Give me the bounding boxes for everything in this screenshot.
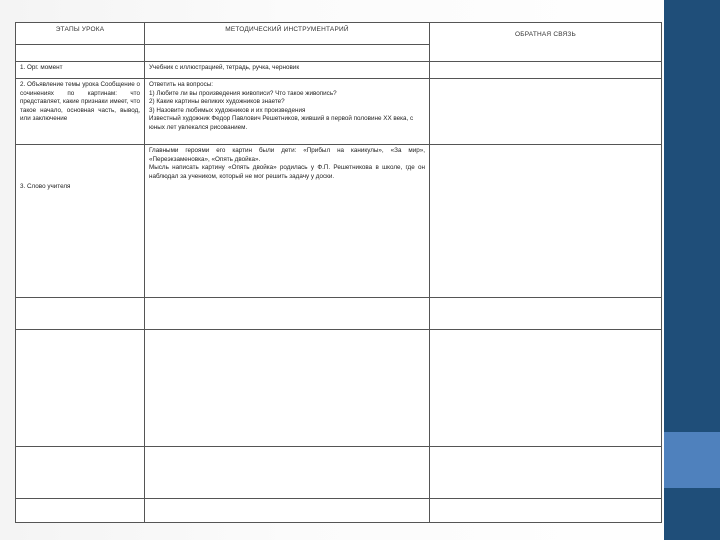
table-row [16, 298, 662, 330]
table-row [16, 79, 662, 145]
tools-line: 3) Назовите любимых художников и их произведения [149, 106, 306, 114]
decorative-sidebar-accent [664, 432, 720, 488]
feedback-cell [430, 298, 662, 330]
tools-cell [145, 79, 430, 145]
stage-cell [16, 447, 145, 499]
table-row [16, 330, 662, 447]
feedback-cell [430, 62, 662, 79]
table-row [16, 447, 662, 499]
tools-cell [145, 298, 430, 330]
table-header-row [16, 23, 662, 45]
header-feedback: ОБРАТНАЯ СВЯЗЬ [430, 23, 662, 62]
tools-cell [145, 330, 430, 447]
stage-cell [16, 145, 145, 298]
table-row [16, 145, 662, 298]
stage-cell [16, 499, 145, 523]
stage-text: 3. Слово учителя [20, 183, 71, 190]
feedback-cell [430, 79, 662, 145]
stage-cell: 2. Объявление темы урока Сообщение о сочинениях по картинам: что представляет, какие признаки имеет, что такое начало, основная часть, вывод, или заключение [16, 79, 145, 145]
tools-line: Известный художник Федор Павлович Решетников, живший в первой половине XX века, с юных лет увлекался рисованием. [149, 115, 414, 131]
header-spacer-stages [16, 45, 145, 62]
tools-line: Учебник с иллюстрацией, тетрадь, ручка, черновик [149, 64, 300, 71]
header-spacer-tools [145, 45, 430, 62]
table-row [16, 62, 662, 79]
tools-line: Главными героями его картин были дети: «Прибыл на каникулы», «За мир», «Переэкзаменовка», «Опять двойка». [149, 147, 425, 163]
tools-cell [145, 62, 430, 79]
stage-cell [16, 298, 145, 330]
tools-cell [145, 447, 430, 499]
tools-line: Мысль написать картину «Опять двойка» родилась у Ф.П. Решетникова в школе, где он наблюдал за учеником, который не мог решить задачу у доски. [149, 164, 425, 180]
feedback-cell [430, 330, 662, 447]
tools-line: 1) Любите ли вы произведения живописи? Что такое живопись? [149, 89, 337, 97]
tools-cell [145, 499, 430, 523]
tools-line: 2) Какие картины великих художников знаете? [149, 98, 285, 105]
stage-cell [16, 330, 145, 447]
feedback-cell [430, 499, 662, 523]
feedback-cell [430, 447, 662, 499]
header-stages: ЭТАПЫ УРОКА [16, 23, 145, 45]
feedback-cell [430, 145, 662, 298]
tools-line: Ответить на вопросы: [149, 81, 214, 88]
lesson-plan-table [15, 22, 662, 523]
header-tools: МЕТОДИЧЕСКИЙ ИНСТРУМЕНТАРИЙ [145, 23, 430, 45]
stage-cell: 1. Орг. момент [16, 62, 145, 79]
table-row [16, 499, 662, 523]
tools-cell [145, 145, 430, 298]
